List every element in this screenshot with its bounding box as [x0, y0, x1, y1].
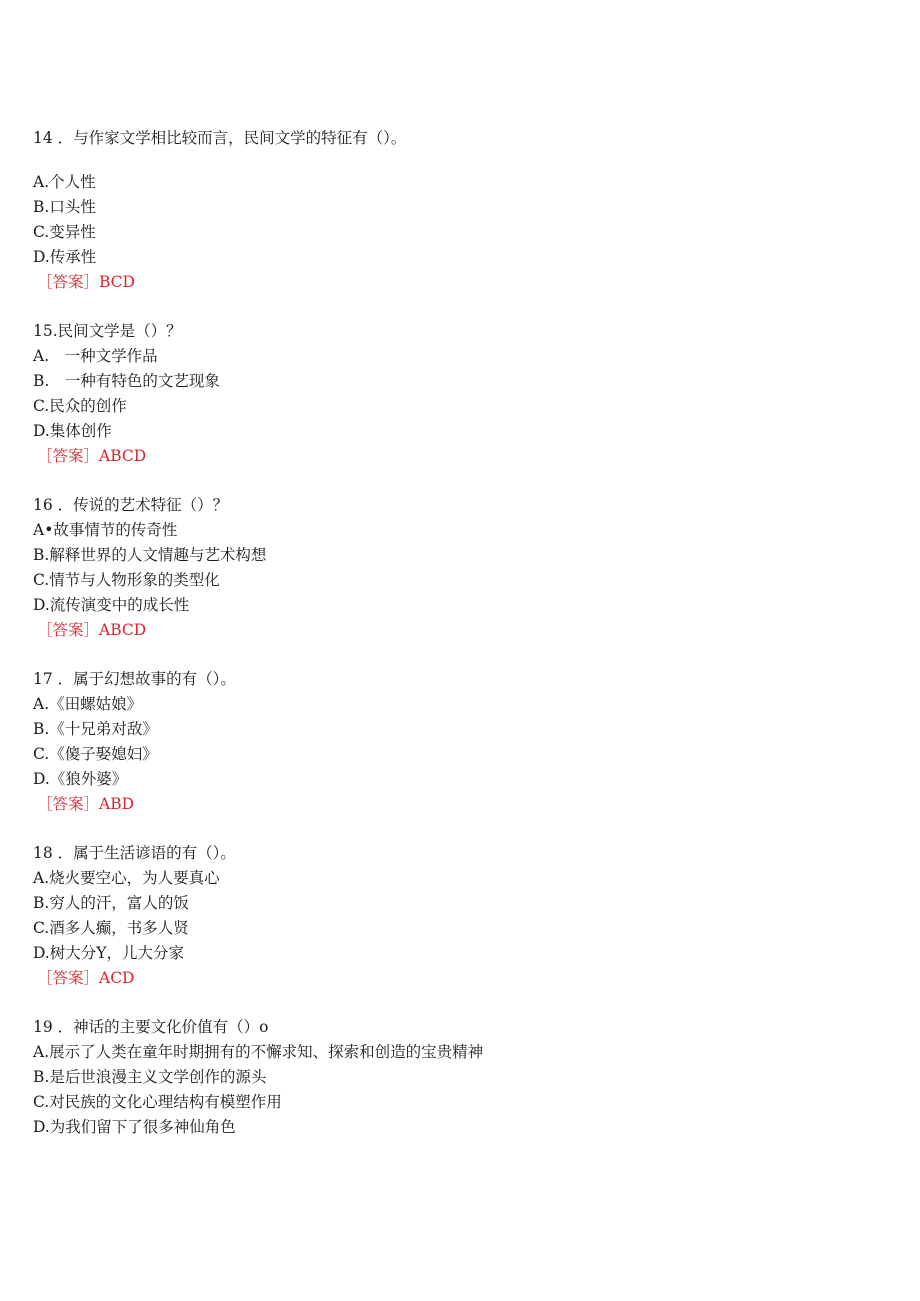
question-19: [33, 1015, 893, 1140]
option-c: C.酒多人癫，书多人贤: [33, 919, 189, 937]
option-c: C.变异性: [33, 223, 96, 241]
question-gap: [33, 991, 893, 1015]
question-17: [33, 667, 893, 817]
question-15: [33, 319, 893, 469]
option-a: A.个人性: [33, 173, 96, 191]
answer-label: ［答案］ABCD: [37, 447, 147, 465]
question-gap: [33, 295, 893, 319]
question-title: 18 ．属于生活谚语的有（）。: [33, 844, 236, 862]
answer-label: ［答案］ABD: [37, 795, 135, 813]
option-a: A.烧火要空心，为人要真心: [33, 869, 220, 887]
answer-label: ［答案］BCD: [37, 273, 135, 291]
question-title: 19 ．神话的主要文化价值有（）o: [33, 1018, 269, 1036]
option-d: D.流传演变中的成长性: [33, 596, 190, 614]
option-b: B. 一种有特色的文艺现象: [33, 372, 220, 390]
question-gap: [33, 817, 893, 841]
option-b: B.口头性: [33, 198, 96, 216]
question-title: 17 ．属于幻想故事的有（）。: [33, 670, 236, 688]
question-title: 15.民间文学是（）？: [33, 322, 182, 340]
option-a: A.《田螺姑娘》: [33, 695, 143, 713]
option-a: A. 一种文学作品: [33, 347, 158, 365]
option-c: C.情节与人物形象的类型化: [33, 571, 220, 589]
question-gap: [33, 469, 893, 493]
option-d: D.《狼外婆》: [33, 770, 128, 788]
option-a: A•故事情节的传奇性: [33, 521, 178, 539]
option-c: C.对民族的文化心理结构有模塑作用: [33, 1093, 282, 1111]
option-d: D.为我们留下了很多神仙角色: [33, 1118, 236, 1136]
question-title: 16 ．传说的艺术特征（）？: [33, 496, 229, 514]
option-b: B.穷人的汗，富人的饭: [33, 894, 189, 912]
option-b: B.解释世界的人文情趣与艺术构想: [33, 546, 267, 564]
question-title: 14 ．与作家文学相比较而言，民间文学的特征有（）。: [33, 129, 407, 147]
question-gap: [33, 643, 893, 667]
question-14: [33, 126, 893, 295]
answer-label: ［答案］ABCD: [37, 621, 147, 639]
option-b: B.是后世浪漫主义文学创作的源头: [33, 1068, 267, 1086]
option-d: D.传承性: [33, 248, 97, 266]
question-16: [33, 493, 893, 643]
answer-label: ［答案］ACD: [37, 969, 135, 987]
option-c: C.民众的创作: [33, 397, 127, 415]
option-a: A.展示了人类在童年时期拥有的不懈求知、探索和创造的宝贵精神: [33, 1043, 484, 1061]
option-d: D.集体创作: [33, 422, 112, 440]
option-d: D.树大分Y，儿大分家: [33, 944, 185, 962]
option-b: B.《十兄弟对敌》: [33, 720, 158, 738]
option-c: C.《傻子娶媳妇》: [33, 745, 158, 763]
exam-page: [33, 126, 893, 1140]
question-18: [33, 841, 893, 991]
